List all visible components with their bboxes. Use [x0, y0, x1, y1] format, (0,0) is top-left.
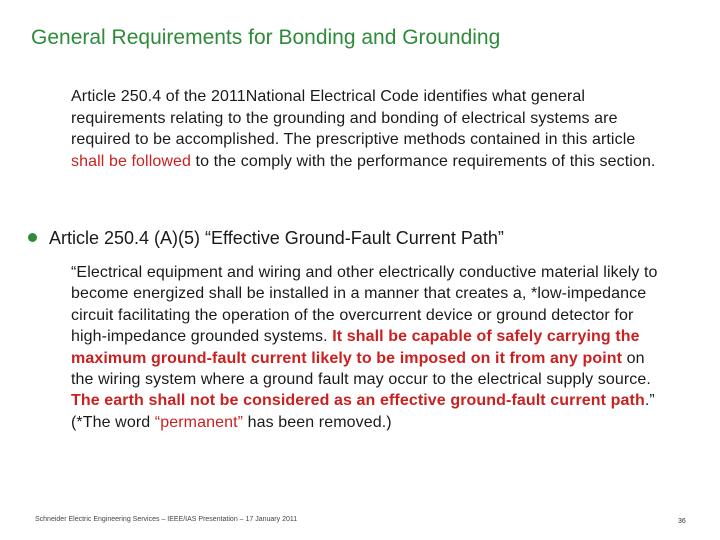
quote-red-word: “permanent”	[154, 413, 244, 431]
footer-text: Schneider Electric Engineering Services – IEEE/IAS Presentation – 17 January 2011	[35, 516, 298, 523]
quote-emphasis-1: It shall be capable of safely carrying the maximum ground-fault current likely to be imposed on it from any point	[71, 328, 640, 367]
intro-paragraph	[71, 86, 661, 172]
bullet-dot-icon	[28, 233, 37, 242]
intro-text-start: Article 250.4 of the 2011National Electrical Code identifies what general requirements relating to the grounding and bonding of electrical systems are required to be accomplished. The prescriptive methods contained in this article	[71, 88, 636, 148]
intro-highlight: shall be followed	[71, 152, 191, 170]
quote-text-4: has been removed.)	[243, 413, 392, 431]
page-number: 36	[678, 518, 686, 525]
intro-text-end: to the comply with the performance requirements of this section.	[191, 152, 656, 170]
code-quote-paragraph	[71, 262, 671, 433]
bullet-item	[28, 228, 504, 249]
quote-text-1: “Electrical equipment and wiring and other electrically conductive material likely to become energized shall be installed in a manner that creates a, *low-impedance circuit facilitating the operation of the overcurrent device or ground detector for high-impedance grounded systems.	[71, 264, 658, 346]
quote-text-2: on the wiring system where a ground fault may occur to the electrical supply source.	[71, 349, 651, 389]
quote-text-3: .” (*The word	[71, 392, 655, 431]
bullet-text: Article 250.4 (A)(5) “Effective Ground-Fault Current Path”	[49, 228, 504, 248]
quote-emphasis-2: The earth shall not be considered as an effective ground-fault current path	[71, 392, 645, 410]
slide-title: General Requirements for Bonding and Grounding	[31, 26, 501, 49]
